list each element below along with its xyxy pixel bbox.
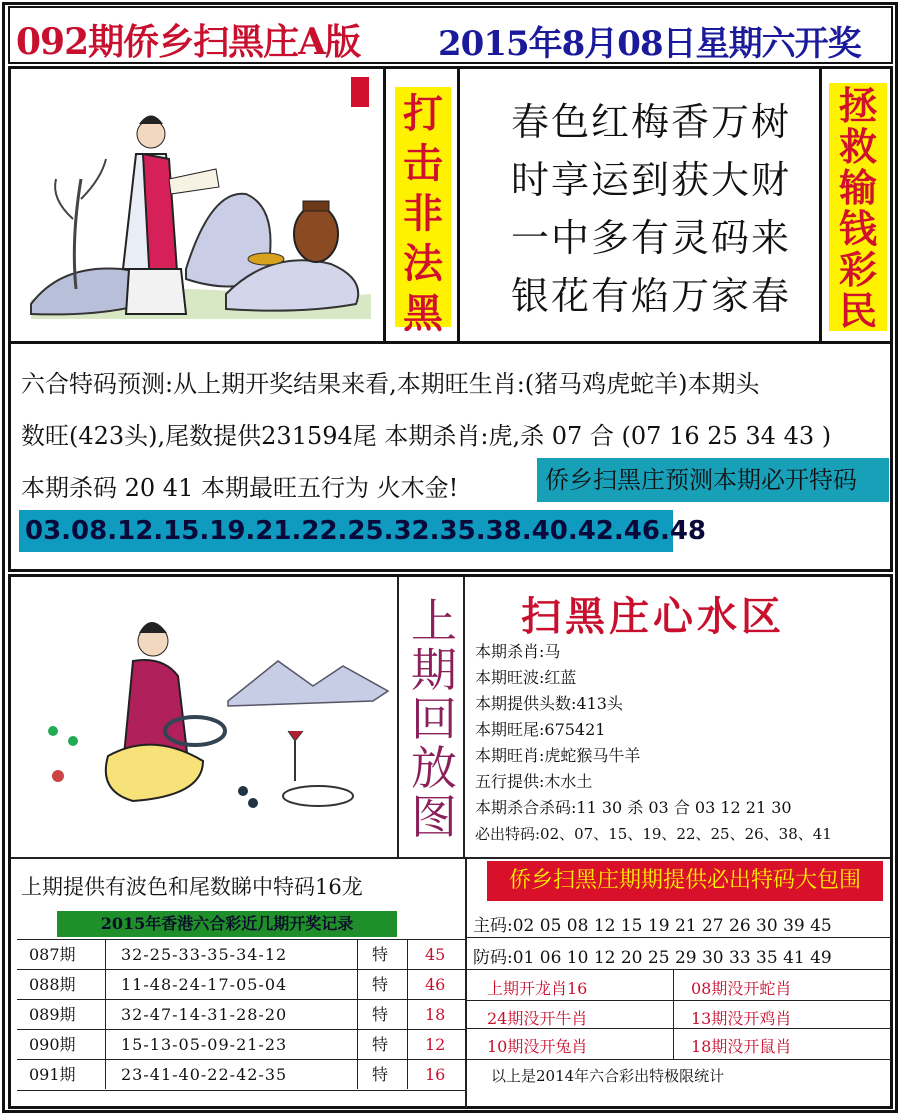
table-divider — [357, 939, 358, 1089]
review-char: 放 — [411, 741, 457, 795]
scholar-picture — [11, 69, 383, 341]
stat-item: 10期没开兔肖 — [487, 1037, 588, 1056]
label-cell: 特 — [372, 1035, 389, 1054]
banner-right-char: 拯 — [838, 83, 877, 128]
top-band — [8, 66, 893, 344]
prediction-highlight: 侨乡扫黑庄预测本期必开特码 — [537, 458, 889, 502]
review-item: 本期杀合杀码:11 30 杀 03 合 03 12 21 30 — [475, 798, 792, 817]
banner-left-char: 击 — [403, 140, 443, 187]
table-divider — [407, 939, 408, 1089]
prediction-line-3: 本期杀码 20 41 本期最旺五行为 火木金! — [21, 474, 459, 502]
prediction-numbers: 03.08.12.15.19.21.22.25.32.35.38.40.42.46.48 — [19, 510, 673, 552]
poem-line: 银花有焰万家春 — [511, 274, 792, 318]
special-cell: 12 — [425, 1035, 446, 1054]
prediction-section — [8, 344, 893, 572]
review-item: 本期提供头数:413头 — [475, 694, 623, 713]
banner-right-char: 民 — [838, 288, 877, 333]
stat-item: 24期没开牛肖 — [487, 1009, 588, 1028]
main-codes: 主码:02 05 08 12 15 19 21 27 26 30 39 45 — [473, 916, 832, 936]
title-right: 2015年8月08日星期六开奖 — [438, 24, 861, 64]
divider — [397, 577, 399, 857]
numbers-cell: 23-41-40-22-42-35 — [121, 1065, 288, 1084]
table-row — [17, 999, 467, 1030]
stat-divider — [673, 970, 674, 1060]
period-cell: 087期 — [29, 945, 76, 964]
period-cell: 091期 — [29, 1065, 76, 1084]
illustration-lady — [13, 581, 395, 857]
history-table — [17, 939, 467, 1089]
period-cell: 089期 — [29, 1005, 76, 1024]
numbers-cell: 15-13-05-09-21-23 — [121, 1035, 288, 1054]
divider — [467, 937, 891, 938]
review-list — [475, 639, 893, 847]
table-row — [17, 1029, 467, 1060]
special-cell: 45 — [425, 945, 446, 964]
poem-line: 春色红梅香万树 — [511, 100, 792, 144]
review-char: 回 — [411, 692, 457, 746]
table-row — [17, 939, 467, 970]
table-divider — [105, 939, 106, 1089]
stat-divider — [467, 1028, 891, 1029]
stat-item: 13期没开鸡肖 — [691, 1009, 792, 1028]
banner-right-char: 钱 — [838, 206, 877, 251]
special-cell: 18 — [425, 1005, 446, 1024]
review-item: 本期杀肖:马 — [475, 642, 561, 661]
table-row — [17, 1059, 467, 1091]
banner-left-char: 非 — [403, 190, 443, 237]
guard-codes: 防码:01 06 10 12 20 25 29 30 33 35 41 49 — [473, 948, 832, 968]
lady-picture — [13, 581, 395, 857]
banner-right-char: 彩 — [838, 247, 877, 292]
period-cell: 090期 — [29, 1035, 76, 1054]
history-title: 2015年香港六合彩近几期开奖记录 — [57, 911, 397, 937]
review-item: 五行提供:木水土 — [475, 772, 593, 791]
review-heading: 扫黑庄心水区 — [521, 593, 785, 640]
numbers-cell: 32-47-14-31-28-20 — [121, 1005, 288, 1024]
divider — [383, 69, 386, 341]
title-bar — [8, 6, 893, 64]
stat-item: 08期没开蛇肖 — [691, 979, 792, 998]
poem — [511, 93, 811, 325]
label-cell: 特 — [372, 975, 389, 994]
stat-divider — [467, 1059, 891, 1060]
special-cell: 46 — [425, 975, 446, 994]
table-row — [17, 969, 467, 1000]
divider — [11, 857, 890, 859]
review-item: 本期旺波:红蓝 — [475, 668, 577, 687]
review-item: 本期旺肖:虎蛇猴马牛羊 — [475, 746, 641, 765]
banner-left-char: 打 — [403, 90, 443, 137]
illustration-scholar — [11, 69, 383, 341]
poem-line: 一中多有灵码来 — [511, 216, 792, 260]
divider — [819, 69, 822, 341]
stats-grid — [467, 970, 891, 1060]
lower-note: 上期提供有波色和尾数睇中特码16龙 — [21, 875, 363, 899]
banner-anti-illegal — [395, 87, 451, 337]
numbers-cell: 11-48-24-17-05-04 — [121, 975, 288, 994]
stat-item: 18期没开鼠肖 — [691, 1037, 792, 1056]
banner-left-char: 法 — [403, 240, 443, 287]
numbers-cell: 32-25-33-35-34-12 — [121, 945, 288, 964]
divider — [463, 577, 465, 857]
review-item: 必出特码:02、07、15、19、22、25、26、38、41 — [475, 825, 832, 843]
review-item: 本期旺尾:675421 — [475, 720, 606, 739]
stats-footer: 以上是2014年六合彩出特极限统计 — [491, 1067, 725, 1085]
label-cell: 特 — [372, 1005, 389, 1024]
poem-line: 时享运到获大财 — [511, 158, 792, 202]
period-cell: 088期 — [29, 975, 76, 994]
divider — [457, 69, 460, 341]
stat-divider — [467, 1000, 891, 1001]
review-char: 上 — [411, 594, 457, 648]
label-cell: 特 — [372, 945, 389, 964]
red-banner: 侨乡扫黑庄期期提供必出特码大包围 — [487, 861, 883, 901]
prediction-line-2: 数旺(423头),尾数提供231594尾 本期杀肖:虎,杀 07 合 (07 16 25 34 43 ) — [21, 422, 832, 450]
prediction-line-1: 六合特码预测:从上期开奖结果来看,本期旺生肖:(猪马鸡虎蛇羊)本期头 — [21, 370, 760, 398]
review-section — [8, 574, 893, 1109]
banner-left-char: 黑 — [403, 290, 443, 337]
banner-rescue — [829, 83, 887, 331]
banner-right-char: 救 — [838, 124, 877, 169]
review-char: 图 — [411, 790, 457, 844]
review-vertical-title — [405, 594, 463, 844]
review-char: 期 — [411, 643, 457, 697]
title-left: 092期侨乡扫黑庄A版 — [16, 21, 361, 63]
stat-item: 上期开龙肖16 — [487, 979, 588, 998]
label-cell: 特 — [372, 1065, 389, 1084]
special-cell: 16 — [425, 1065, 446, 1084]
banner-right-char: 输 — [838, 165, 877, 210]
